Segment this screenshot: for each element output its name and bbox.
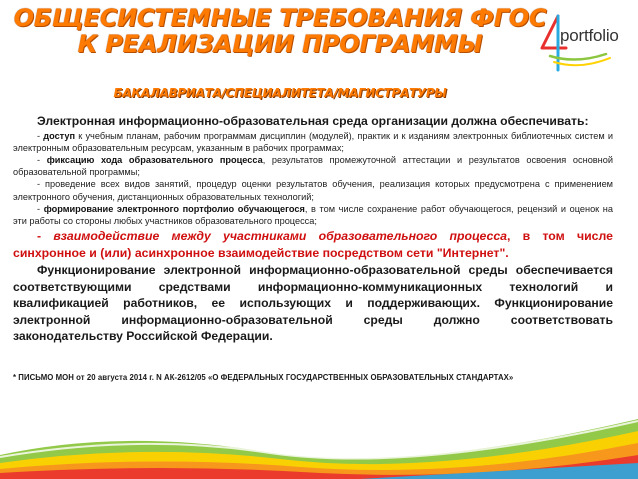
title-line-1: ОБЩЕСИСТЕМНЫЕ ТРЕБОВАНИЯ ФГОС bbox=[13, 4, 547, 32]
item-bold: формирование электронного портфолио обучающегося bbox=[43, 203, 305, 214]
item-text: , результатов промежуточной аттестации и результатов освоения основной образовательной программы; bbox=[13, 154, 613, 178]
title-line-2: К РЕАЛИЗАЦИИ ПРОГРАММЫ bbox=[77, 29, 483, 58]
list-item bbox=[13, 203, 613, 227]
item-text: - проведение всех видов занятий, процедур оценки результатов обучения, реализация которых предусмотрена с применением электронного обучения, дистанционных образовательных технологий; bbox=[13, 179, 613, 202]
main-text bbox=[13, 113, 613, 345]
decorative-waves-icon bbox=[0, 359, 638, 479]
footnote: * ПИСЬМО МОН от 20 августа 2014 г. N АК-2612/05 «О ФЕДЕРАЛЬНЫХ ГОСУДАРСТВЕННЫХ ОБРАЗОВАТЕЛЬНЫХ СТАНДАРТАХ» bbox=[13, 373, 514, 382]
item-bold: фиксацию хода образовательного процесса bbox=[46, 154, 263, 165]
list-item bbox=[13, 154, 613, 178]
portfolio-logo bbox=[536, 12, 632, 74]
item-bold: доступ bbox=[43, 130, 76, 141]
highlight-paragraph bbox=[13, 228, 613, 262]
item-text: к учебным планам, рабочим программам дисциплин (модулей), практик и к изданиям электронных библиотечных систем и электронным образовательным ресурсам, указанным в рабочих программах; bbox=[13, 130, 613, 153]
slide-title bbox=[0, 6, 560, 58]
item-dash: - bbox=[37, 154, 47, 165]
item-text: , в том числе сохранение работ обучающегося, рецензий и оценок на эти работы со стороны любых участников образовательного процесса; bbox=[13, 203, 613, 226]
highlight-dash: - bbox=[37, 229, 54, 244]
closing-paragraph: Функционирование электронной информационно-образовательной среды обеспечивается соответствующими средствами информационно-коммуникационных технологий и квалификацией работников, ее использующих и поддерживающих. Функционирование электронной информационно-образовательной среды должно соответствовать законодательству Российской Федерации. bbox=[13, 263, 613, 344]
slide-subtitle: БАКАЛАВРИАТА/СПЕЦИАЛИТЕТА/МАГИСТРАТУРЫ bbox=[113, 86, 447, 100]
list-item bbox=[13, 130, 613, 154]
logo-wordmark: portfolio bbox=[560, 26, 619, 45]
list-item bbox=[13, 178, 613, 202]
item-dash: - bbox=[37, 203, 44, 214]
item-dash: - bbox=[37, 130, 44, 141]
highlight-text: , в том числе синхронное и (или) асинхронное взаимодействие посредством сети "Интернет". bbox=[13, 229, 613, 261]
highlight-italic: взаимодействие между участниками образовательного процесса bbox=[53, 229, 508, 244]
intro-paragraph: Электронная информационно-образовательная среда организации должна обеспечивать: bbox=[37, 114, 589, 128]
